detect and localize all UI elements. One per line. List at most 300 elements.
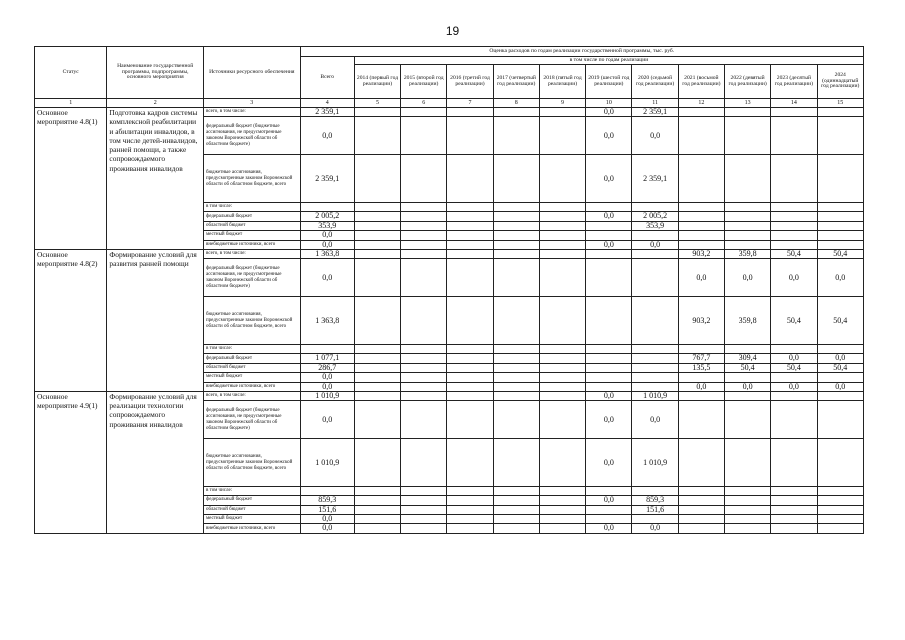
year-value-cell: 0,0 [771, 354, 817, 363]
year-value-cell [632, 382, 678, 391]
year-value-cell [817, 505, 863, 514]
year-value-cell: 0,0 [817, 354, 863, 363]
source-cell: бюджетные ассигнования, предусмотренные законом Воронежской области об областном бюджете, всего [203, 297, 300, 345]
year-value-cell [678, 221, 724, 230]
year-value-cell [447, 249, 493, 258]
header-year: 2023 (десятый год реализации) [771, 65, 817, 99]
year-value-cell: 0,0 [678, 382, 724, 391]
year-value-cell [401, 391, 447, 400]
header-year: 2014 (первый год реализации) [354, 65, 400, 99]
year-value-cell [771, 108, 817, 117]
year-value-cell: 151,6 [632, 505, 678, 514]
year-value-cell [354, 363, 400, 372]
year-value-cell [447, 108, 493, 117]
year-value-cell [678, 155, 724, 203]
header-year: 2020 (седьмой год реализации) [632, 65, 678, 99]
total-cell: 0,0 [300, 117, 354, 155]
source-cell: областной бюджет [203, 221, 300, 230]
year-value-cell [771, 496, 817, 505]
year-value-cell: 0,0 [632, 524, 678, 533]
year-value-cell [354, 297, 400, 345]
year-value-cell: 0,0 [724, 259, 770, 297]
year-value-cell [493, 231, 539, 240]
total-cell [300, 487, 354, 496]
year-value-cell [493, 401, 539, 439]
total-cell: 0,0 [300, 373, 354, 382]
total-cell: 0,0 [300, 259, 354, 297]
year-value-cell [493, 363, 539, 372]
year-value-cell [493, 524, 539, 533]
header-sources: Источники ресурсного обеспечения [203, 47, 300, 99]
header-status: Статус [35, 47, 107, 99]
year-value-cell [724, 524, 770, 533]
year-value-cell [401, 249, 447, 258]
column-number: 8 [493, 99, 539, 108]
year-value-cell: 50,4 [771, 297, 817, 345]
year-value-cell [447, 354, 493, 363]
column-number: 14 [771, 99, 817, 108]
year-value-cell: 903,2 [678, 249, 724, 258]
year-value-cell [817, 203, 863, 212]
year-value-cell [817, 231, 863, 240]
header-year: 2018 (пятый год реализации) [539, 65, 585, 99]
source-cell: бюджетные ассигнования, предусмотренные законом Воронежской области об областном бюджете, всего [203, 439, 300, 487]
year-value-cell [817, 401, 863, 439]
year-value-cell [817, 221, 863, 230]
status-cell: Основное мероприятие 4.9(1) [35, 391, 107, 533]
year-value-cell [447, 212, 493, 221]
year-value-cell [771, 221, 817, 230]
year-value-cell [447, 373, 493, 382]
year-value-cell [401, 496, 447, 505]
year-value-cell: 50,4 [817, 363, 863, 372]
year-value-cell [817, 487, 863, 496]
column-number: 10 [586, 99, 632, 108]
year-value-cell [401, 354, 447, 363]
year-value-cell [678, 391, 724, 400]
year-value-cell [354, 155, 400, 203]
year-value-cell [539, 373, 585, 382]
year-value-cell: 135,5 [678, 363, 724, 372]
year-value-cell [539, 259, 585, 297]
year-value-cell [401, 439, 447, 487]
year-value-cell: 903,2 [678, 297, 724, 345]
column-number: 2 [107, 99, 204, 108]
year-value-cell [817, 240, 863, 249]
header-by-years: в том числе по годам реализации [354, 57, 863, 65]
year-value-cell [632, 373, 678, 382]
source-cell: бюджетные ассигнования, предусмотренные законом Воронежской области об областном бюджете, всего [203, 155, 300, 203]
year-value-cell: 0,0 [771, 259, 817, 297]
year-value-cell [493, 382, 539, 391]
year-value-cell: 359,8 [724, 297, 770, 345]
year-value-cell [354, 231, 400, 240]
year-value-cell [493, 117, 539, 155]
year-value-cell: 309,4 [724, 354, 770, 363]
source-cell: внебюджетные источники, всего [203, 382, 300, 391]
column-number: 4 [300, 99, 354, 108]
year-value-cell [447, 382, 493, 391]
total-cell: 151,6 [300, 505, 354, 514]
page-number: 19 [445, 24, 460, 38]
year-value-cell [724, 345, 770, 354]
year-value-cell [678, 439, 724, 487]
year-value-cell [493, 259, 539, 297]
year-value-cell [586, 297, 632, 345]
year-value-cell: 2 005,2 [632, 212, 678, 221]
year-value-cell [817, 345, 863, 354]
year-value-cell [771, 212, 817, 221]
year-value-cell [817, 108, 863, 117]
year-value-cell [678, 108, 724, 117]
year-value-cell [724, 401, 770, 439]
year-value-cell [539, 155, 585, 203]
year-value-cell [678, 203, 724, 212]
year-value-cell [354, 391, 400, 400]
total-cell: 1 010,9 [300, 439, 354, 487]
source-cell: в том числе: [203, 487, 300, 496]
year-value-cell [447, 221, 493, 230]
year-value-cell [586, 345, 632, 354]
total-cell: 286,7 [300, 363, 354, 372]
source-cell: федеральный бюджет [203, 212, 300, 221]
year-value-cell [678, 524, 724, 533]
year-value-cell [586, 221, 632, 230]
year-value-cell [447, 240, 493, 249]
year-value-cell: 2 359,1 [632, 108, 678, 117]
year-value-cell [493, 439, 539, 487]
table-header [35, 47, 864, 108]
total-cell: 1 077,1 [300, 354, 354, 363]
source-cell: всего, в том числе: [203, 249, 300, 258]
year-value-cell [586, 505, 632, 514]
year-value-cell: 359,8 [724, 249, 770, 258]
year-value-cell [539, 221, 585, 230]
year-value-cell [539, 401, 585, 439]
total-cell [300, 345, 354, 354]
source-cell: в том числе: [203, 203, 300, 212]
year-value-cell [354, 203, 400, 212]
year-value-cell [447, 401, 493, 439]
year-value-cell: 0,0 [586, 524, 632, 533]
column-number: 15 [817, 99, 863, 108]
year-value-cell [724, 515, 770, 524]
header-year: 2016 (третий год реализации) [447, 65, 493, 99]
source-cell: федеральный бюджет (бюджетные ассигнования, не предусмотренные законом Воронежской области об областном бюджете) [203, 117, 300, 155]
year-value-cell [771, 155, 817, 203]
year-value-cell [817, 117, 863, 155]
header-year: 2019 (шестой год реализации) [586, 65, 632, 99]
year-value-cell [401, 155, 447, 203]
year-value-cell: 0,0 [586, 155, 632, 203]
year-value-cell [539, 212, 585, 221]
year-value-cell [401, 345, 447, 354]
header-name: Наименование государственной программы, подпрограммы, основного мероприятия [107, 47, 204, 99]
year-value-cell [724, 212, 770, 221]
year-value-cell: 1 010,9 [632, 391, 678, 400]
table-row [35, 108, 864, 117]
year-value-cell [401, 487, 447, 496]
year-value-cell: 1 010,9 [632, 439, 678, 487]
year-value-cell [447, 345, 493, 354]
measure-name-cell: Формирование условий для реализации технологии сопровождаемого проживания инвалидов [107, 391, 204, 533]
year-value-cell [447, 231, 493, 240]
total-cell: 859,3 [300, 496, 354, 505]
year-value-cell [354, 212, 400, 221]
total-cell: 0,0 [300, 231, 354, 240]
year-value-cell [493, 297, 539, 345]
year-value-cell: 0,0 [586, 439, 632, 487]
measure-name-cell: Подготовка кадров системы комплексной реабилитации и абилитации инвалидов, в том числе детей-инвалидов, ранней помощи, а также сопровождаемого проживания инвалидов [107, 108, 204, 250]
year-value-cell [539, 240, 585, 249]
year-value-cell [493, 391, 539, 400]
year-value-cell [817, 515, 863, 524]
year-value-cell: 0,0 [724, 382, 770, 391]
year-value-cell [586, 373, 632, 382]
source-cell: внебюджетные источники, всего [203, 240, 300, 249]
year-value-cell [678, 487, 724, 496]
source-cell: всего, в том числе: [203, 108, 300, 117]
total-cell: 1 010,9 [300, 391, 354, 400]
year-value-cell: 0,0 [817, 259, 863, 297]
year-value-cell [586, 382, 632, 391]
year-value-cell [539, 496, 585, 505]
year-value-cell [771, 231, 817, 240]
year-value-cell: 0,0 [586, 212, 632, 221]
source-cell: местный бюджет [203, 373, 300, 382]
total-cell: 0,0 [300, 240, 354, 249]
source-cell: федеральный бюджет (бюджетные ассигнования, не предусмотренные законом Воронежской области об областном бюджете) [203, 401, 300, 439]
year-value-cell: 0,0 [678, 259, 724, 297]
year-value-cell [632, 259, 678, 297]
year-value-cell [724, 108, 770, 117]
year-value-cell: 859,3 [632, 496, 678, 505]
year-value-cell [447, 391, 493, 400]
year-value-cell [401, 297, 447, 345]
year-value-cell [354, 345, 400, 354]
year-value-cell [724, 117, 770, 155]
year-value-cell [678, 505, 724, 514]
year-value-cell: 0,0 [632, 117, 678, 155]
total-cell: 1 363,8 [300, 249, 354, 258]
year-value-cell [678, 345, 724, 354]
total-cell: 2 359,1 [300, 155, 354, 203]
year-value-cell [539, 117, 585, 155]
year-value-cell [817, 212, 863, 221]
year-value-cell [771, 345, 817, 354]
year-value-cell [724, 487, 770, 496]
total-cell: 1 363,8 [300, 297, 354, 345]
year-value-cell [632, 345, 678, 354]
source-cell: федеральный бюджет [203, 354, 300, 363]
source-cell: областной бюджет [203, 505, 300, 514]
year-value-cell: 0,0 [586, 401, 632, 439]
year-value-cell [678, 401, 724, 439]
year-value-cell [771, 240, 817, 249]
year-value-cell [771, 401, 817, 439]
year-value-cell [539, 354, 585, 363]
year-value-cell [354, 354, 400, 363]
header-year: 2024 (одиннадцатый год реализации) [817, 65, 863, 99]
column-number: 3 [203, 99, 300, 108]
year-value-cell [724, 496, 770, 505]
year-value-cell [447, 524, 493, 533]
source-cell: в том числе: [203, 345, 300, 354]
year-value-cell [539, 487, 585, 496]
year-value-cell [447, 515, 493, 524]
year-value-cell [354, 505, 400, 514]
year-value-cell: 2 359,1 [632, 155, 678, 203]
column-number: 13 [724, 99, 770, 108]
year-value-cell [401, 212, 447, 221]
year-value-cell [493, 515, 539, 524]
year-value-cell [632, 363, 678, 372]
year-value-cell: 767,7 [678, 354, 724, 363]
year-value-cell [678, 515, 724, 524]
year-value-cell [354, 382, 400, 391]
year-value-cell [724, 505, 770, 514]
year-value-cell [354, 401, 400, 439]
year-value-cell [724, 391, 770, 400]
year-value-cell [447, 439, 493, 487]
year-value-cell: 0,0 [586, 108, 632, 117]
year-value-cell [401, 382, 447, 391]
year-value-cell: 0,0 [632, 240, 678, 249]
year-value-cell [632, 231, 678, 240]
year-value-cell [586, 515, 632, 524]
year-value-cell [401, 240, 447, 249]
year-value-cell [447, 203, 493, 212]
year-value-cell [586, 203, 632, 212]
year-value-cell [401, 221, 447, 230]
year-value-cell: 50,4 [771, 363, 817, 372]
year-value-cell [493, 240, 539, 249]
year-value-cell [539, 249, 585, 258]
year-value-cell [493, 108, 539, 117]
year-value-cell [401, 203, 447, 212]
year-value-cell [724, 155, 770, 203]
year-value-cell [354, 221, 400, 230]
header-estimate: Оценка расходов по годам реализации государственной программы, тыс. руб. [300, 47, 863, 57]
year-value-cell [539, 108, 585, 117]
year-value-cell: 0,0 [586, 391, 632, 400]
source-cell: федеральный бюджет (бюджетные ассигнования, не предусмотренные законом Воронежской области об областном бюджете) [203, 259, 300, 297]
year-value-cell [817, 373, 863, 382]
year-value-cell [401, 524, 447, 533]
year-value-cell [447, 117, 493, 155]
year-value-cell [447, 297, 493, 345]
year-value-cell [493, 155, 539, 203]
total-cell [300, 203, 354, 212]
column-number: 7 [447, 99, 493, 108]
year-value-cell [678, 117, 724, 155]
total-cell: 2 005,2 [300, 212, 354, 221]
year-value-cell [539, 345, 585, 354]
header-year: 2017 (четвертый год реализации) [493, 65, 539, 99]
year-value-cell [539, 363, 585, 372]
year-value-cell [401, 117, 447, 155]
year-value-cell [354, 108, 400, 117]
year-value-cell [447, 155, 493, 203]
budget-table [34, 46, 864, 534]
year-value-cell [354, 515, 400, 524]
year-value-cell: 0,0 [771, 382, 817, 391]
year-value-cell [817, 524, 863, 533]
year-value-cell [817, 391, 863, 400]
year-value-cell [771, 487, 817, 496]
year-value-cell: 0,0 [586, 117, 632, 155]
year-value-cell [447, 496, 493, 505]
source-cell: внебюджетные источники, всего [203, 524, 300, 533]
year-value-cell [401, 505, 447, 514]
year-value-cell [678, 212, 724, 221]
year-value-cell: 0,0 [632, 401, 678, 439]
year-value-cell [678, 231, 724, 240]
year-value-cell [539, 505, 585, 514]
year-value-cell [771, 524, 817, 533]
year-value-cell [401, 401, 447, 439]
year-value-cell [539, 297, 585, 345]
year-value-cell [354, 487, 400, 496]
year-value-cell [632, 515, 678, 524]
table-body [35, 108, 864, 534]
year-value-cell [401, 373, 447, 382]
year-value-cell [724, 203, 770, 212]
year-value-cell: 50,4 [771, 249, 817, 258]
total-cell: 0,0 [300, 401, 354, 439]
column-number: 1 [35, 99, 107, 108]
year-value-cell [586, 259, 632, 297]
year-value-cell [539, 382, 585, 391]
status-cell: Основное мероприятие 4.8(2) [35, 249, 107, 391]
year-value-cell [817, 439, 863, 487]
year-value-cell [539, 515, 585, 524]
header-year: 2021 (восьмой год реализации) [678, 65, 724, 99]
year-value-cell [678, 373, 724, 382]
year-value-cell [586, 249, 632, 258]
year-value-cell [354, 373, 400, 382]
header-total: Всего [300, 57, 354, 99]
total-cell: 353,9 [300, 221, 354, 230]
year-value-cell [817, 155, 863, 203]
year-value-cell: 0,0 [817, 382, 863, 391]
year-value-cell [493, 505, 539, 514]
header-year: 2015 (второй год реализации) [401, 65, 447, 99]
year-value-cell [632, 354, 678, 363]
year-value-cell [354, 439, 400, 487]
year-value-cell [771, 373, 817, 382]
year-value-cell [493, 496, 539, 505]
year-value-cell [493, 487, 539, 496]
year-value-cell [586, 363, 632, 372]
year-value-cell: 0,0 [586, 496, 632, 505]
column-number: 9 [539, 99, 585, 108]
table-row [35, 391, 864, 400]
source-cell: всего, в том числе: [203, 391, 300, 400]
year-value-cell: 50,4 [817, 249, 863, 258]
year-value-cell: 0,0 [586, 240, 632, 249]
source-cell: областной бюджет [203, 363, 300, 372]
year-value-cell [586, 487, 632, 496]
year-value-cell [354, 117, 400, 155]
year-value-cell [539, 439, 585, 487]
year-value-cell [771, 117, 817, 155]
column-number: 11 [632, 99, 678, 108]
year-value-cell [493, 221, 539, 230]
year-value-cell [724, 221, 770, 230]
year-value-cell [539, 231, 585, 240]
year-value-cell [354, 240, 400, 249]
